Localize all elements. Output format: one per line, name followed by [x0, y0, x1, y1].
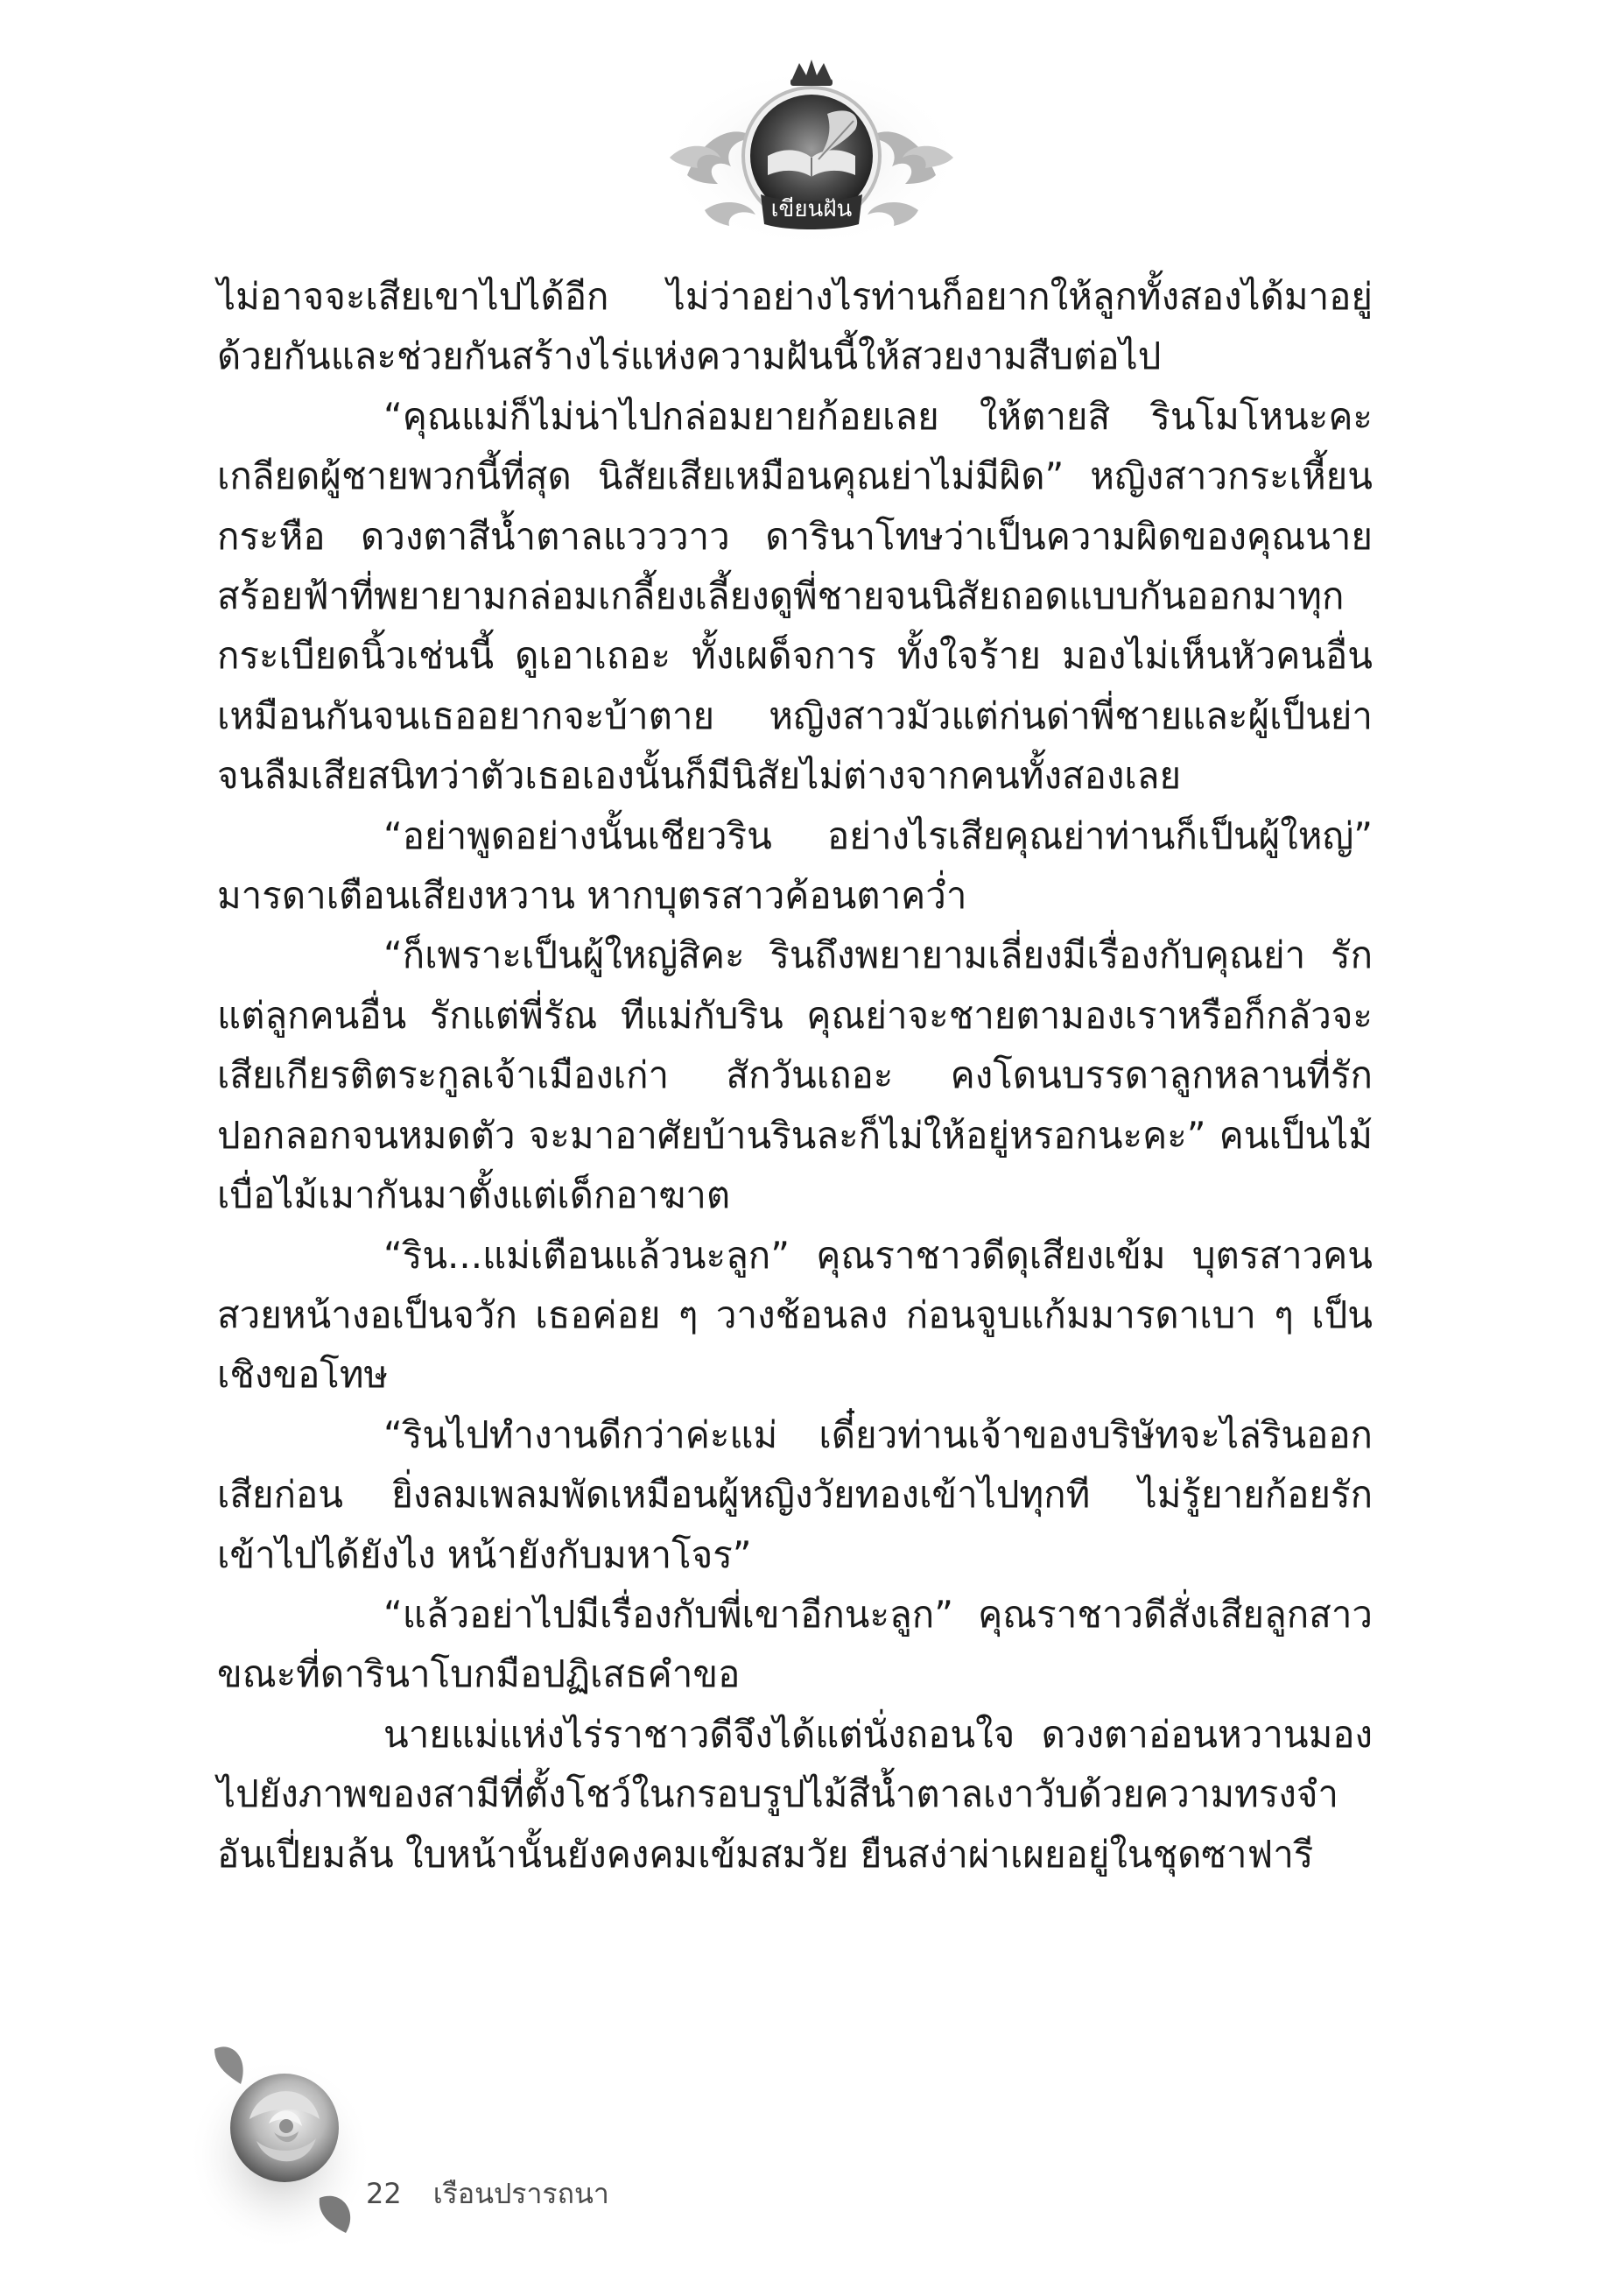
paragraph: ไม่อาจจะเสียเขาไปได้อีก ไม่ว่าอย่างไรท่านก็อยากให้ลูกทั้งสองได้มาอยู่ด้วยกันและช่วยกันสร้างไร่แห่งความฝันนี้ให้สวยงามสืบต่อไป	[217, 275, 1373, 378]
rose-icon	[188, 2023, 372, 2250]
paragraph: “แล้วอย่าไปมีเรื่องกับพี่เขาอีกนะลูก” คุณราชาวดีสั่งเสียลูกสาวขณะที่ดารินาโบกมือปฏิเสธคำขอ	[217, 1592, 1373, 1696]
book-title: เรือนปรารถนา	[432, 2177, 609, 2210]
paragraph: “ริน...แม่เตือนแล้วนะลูก” คุณราชาวดีดุเสียงเข้ม บุตรสาวคนสวยหน้างอเป็นจวัก เธอค่อย ๆ วางช้อนลง ก่อนจูบแก้มมารดาเบา ๆ เป็นเชิงขอโทษ	[217, 1233, 1373, 1397]
page-footer	[366, 2172, 609, 2216]
page-number: 22	[366, 2177, 402, 2210]
paragraph: นายแม่แห่งไร่ราชาวดีจึงได้แต่นั่งถอนใจ ดวงตาอ่อนหวานมองไปยังภาพของสามีที่ตั้งโชว์ในกรอบรูปไม้สีน้ำตาลเงาวับด้วยความทรงจำอันเปี่ยมล้น ใบหน้านั้นยังคงคมเข้มสมวัย ยืนสง่าผ่าเผยอยู่ในชุดซาฟารี	[217, 1712, 1373, 1876]
paragraph: “รินไปทำงานดีกว่าค่ะแม่ เดี๋ยวท่านเจ้าของบริษัทจะไล่รินออกเสียก่อน ยิ่งลมเพลมพัดเหมือนผู้หญิงวัยทองเข้าไปทุกที ไม่รู้ยายก้อยรักเข้าไปได้ยังไง หน้ายังกับมหาโจร”	[217, 1412, 1373, 1576]
rose-decoration	[188, 2023, 372, 2250]
page-body	[217, 267, 1373, 1884]
emblem-title: เขียนฝัน	[770, 196, 853, 222]
paragraph: “คุณแม่ก็ไม่น่าไปกล่อมยายก้อยเลย ให้ตายสิ รินโมโหนะคะ เกลียดผู้ชายพวกนี้ที่สุด นิสัยเสียเหมือนคุณย่าไม่มีผิด” หญิงสาวกระเหี้ยนกระหือ ดวงตาสีน้ำตาลแวววาว ดารินาโทษว่าเป็นความผิดของคุณนายสร้อยฟ้าที่พยายามกล่อมเกลี้ยงเลี้ยงดูพี่ชายจนนิสัยถอดแบบกันออกมาทุกกระเบียดนิ้วเช่นนี้ ดูเอาเถอะ ทั้งเผด็จการ ทั้งใจร้าย มองไม่เห็นหัวคนอื่นเหมือนกันจนเธออยากจะบ้าตาย หญิงสาวมัวแต่ก่นด่าพี่ชายและผู้เป็นย่าจนลืมเสียสนิทว่าตัวเธอเองนั้นก็มีนิสัยไม่ต่างจากคนทั้งสองเลย	[217, 394, 1373, 798]
paragraph: “ก็เพราะเป็นผู้ใหญ่สิคะ รินถึงพยายามเลี่ยงมีเรื่องกับคุณย่า รักแต่ลูกคนอื่น รักแต่พี่รัณ ทีแม่กับริน คุณย่าจะชายตามองเราหรือก็กลัวจะเสียเกียรติตระกูลเจ้าเมืองเก่า สักวันเถอะ คงโดนบรรดาลูกหลานที่รักปอกลอกจนหมดตัว จะมาอาศัยบ้านรินละก็ไม่ให้อยู่หรอกนะคะ” คนเป็นไม้เบื่อไม้เมากันมาตั้งแต่เด็กอาฆาต	[217, 933, 1373, 1217]
header-emblem	[652, 53, 971, 254]
paragraph: “อย่าพูดอย่างนั้นเชียวริน อย่างไรเสียคุณย่าท่านก็เป็นผู้ใหญ่” มารดาเตือนเสียงหวาน หากบุตรสาวค้อนตาคว่ำ	[217, 813, 1373, 918]
